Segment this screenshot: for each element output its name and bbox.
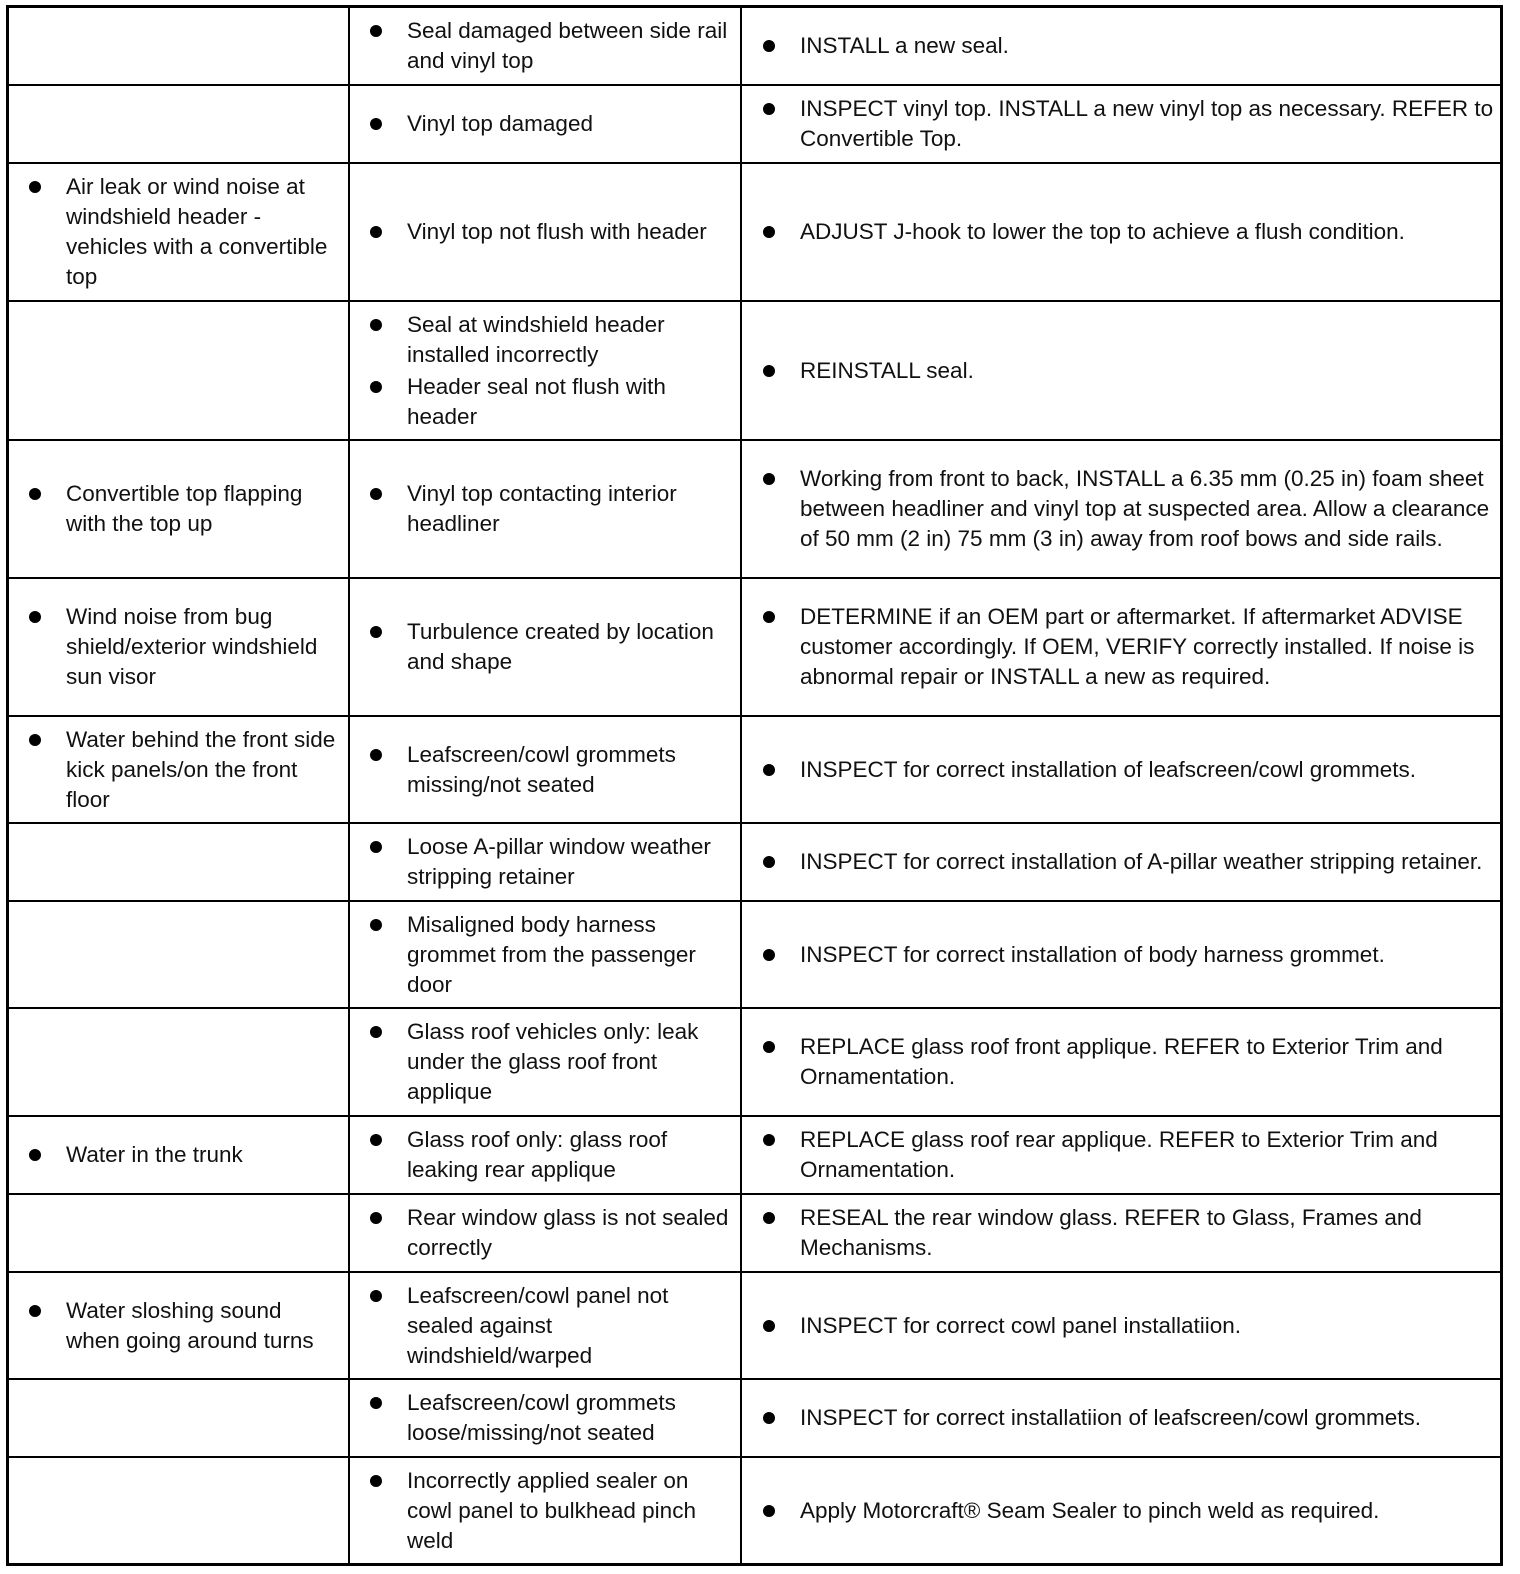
symptom-cell (9, 717, 350, 824)
action-text: INSPECT for correct installation of A-pillar weather stripping retainer. (800, 849, 1483, 874)
cause-text: Header seal not flush with header (407, 373, 666, 429)
cause-text: Turbulence created by location and shape (407, 619, 714, 674)
action-text: INSPECT for correct cowl panel installatiion. (800, 1312, 1242, 1338)
bullet-item (370, 1203, 730, 1263)
symptom-cell (9, 1009, 350, 1117)
symptom-text: Water sloshing sound when going around turns (66, 1297, 314, 1353)
cause-text: Vinyl top contacting interior headliner (407, 481, 677, 536)
symptom-cell (9, 441, 350, 579)
bullet-icon (763, 1212, 775, 1224)
action-cell (742, 1273, 1500, 1380)
bullet-icon (763, 40, 775, 52)
action-cell (742, 86, 1500, 164)
bullet-icon (763, 365, 775, 377)
bullet-icon (370, 1212, 382, 1224)
bullet-icon (370, 25, 382, 37)
cause-cell (350, 1380, 742, 1458)
bullet-icon (370, 1026, 382, 1038)
action-text: ADJUST J-hook to lower the top to achieve a flush condition. (800, 219, 1405, 244)
bullet-item (763, 31, 1496, 61)
cause-cell (350, 441, 742, 579)
cause-cell (350, 902, 742, 1009)
cause-text: Vinyl top damaged (407, 111, 593, 136)
action-cell (742, 164, 1500, 302)
bullet-icon (370, 919, 382, 931)
action-text: INSPECT for correct installation of leafscreen/cowl grommets. (800, 756, 1417, 782)
symptom-cell (9, 1380, 350, 1458)
bullet-item (763, 1496, 1496, 1526)
bullet-icon (370, 1397, 382, 1409)
bullet-icon (370, 1475, 382, 1487)
symptom-text: Wind noise from bug shield/exterior windshield sun visor (66, 604, 318, 689)
bullet-icon (763, 226, 775, 238)
cause-text: Leafscreen/cowl grommets missing/not seated (407, 741, 676, 797)
bullet-item (370, 16, 730, 76)
bullet-item (763, 847, 1496, 877)
cause-cell (350, 824, 742, 902)
bullet-icon (370, 626, 382, 638)
bullet-item (370, 1125, 730, 1185)
symptom-cell (9, 1117, 350, 1195)
bullet-icon (29, 1149, 41, 1161)
action-text: Working from front to back, INSTALL a 6.35 mm (0.25 in) foam sheet between headliner and vinyl top at suspected area. Allow a clearance of 50 mm (2 in) 75 mm (3 in) away from roof bows and side rails. (800, 466, 1490, 551)
action-cell (742, 824, 1500, 902)
symptom-cell (9, 1195, 350, 1273)
bullet-icon (763, 103, 775, 115)
bullet-item (763, 94, 1496, 154)
cause-cell (350, 1009, 742, 1117)
bullet-item (370, 740, 730, 800)
bullet-item (763, 940, 1496, 970)
bullet-item (370, 1281, 730, 1371)
bullet-icon (29, 181, 41, 193)
action-text: DETERMINE if an OEM part or aftermarket. If aftermarket ADVISE customer accordingly. If OEM, VERIFY correctly installed. If noise is abnormal repair or INSTALL a new as required. (800, 604, 1475, 689)
bullet-item (29, 479, 338, 539)
cause-text: Leafscreen/cowl panel not sealed against windshield/warped (407, 1282, 669, 1368)
symptom-cell (9, 579, 350, 717)
action-text: INSPECT for correct installation of body harness grommet. (800, 941, 1385, 967)
action-text: INSPECT vinyl top. INSTALL a new vinyl top as necessary. REFER to Convertible Top. (800, 96, 1494, 151)
bullet-icon (370, 488, 382, 500)
bullet-icon (370, 118, 382, 130)
cause-cell (350, 164, 742, 302)
action-cell (742, 902, 1500, 1009)
cause-cell (350, 302, 742, 441)
bullet-item (29, 602, 338, 692)
bullet-icon (370, 319, 382, 331)
action-text: Apply Motorcraft® Seam Sealer to pinch weld as required. (800, 1497, 1380, 1523)
cause-cell (350, 1117, 742, 1195)
symptom-cell (9, 8, 350, 86)
bullet-icon (763, 1134, 775, 1146)
bullet-item (763, 602, 1496, 692)
action-cell (742, 441, 1500, 579)
action-cell (742, 717, 1500, 824)
symptom-cell (9, 902, 350, 1009)
action-text: RESEAL the rear window glass. REFER to Glass, Frames and Mechanisms. (800, 1205, 1422, 1260)
action-cell (742, 302, 1500, 441)
cause-text: Glass roof vehicles only: leak under the glass roof front applique (407, 1019, 699, 1104)
bullet-item (370, 832, 730, 892)
bullet-item (763, 1032, 1496, 1092)
bullet-icon (370, 1290, 382, 1302)
bullet-item (763, 1125, 1496, 1185)
symptom-cell (9, 824, 350, 902)
bullet-icon (29, 1305, 41, 1317)
symptom-text: Convertible top flapping with the top up (66, 481, 303, 536)
bullet-item (370, 109, 730, 139)
bullet-icon (763, 1320, 775, 1332)
cause-text: Loose A-pillar window weather stripping retainer (407, 834, 711, 889)
bullet-item (29, 1296, 338, 1356)
bullet-item (370, 217, 730, 247)
cause-text: Seal damaged between side rail and vinyl top (407, 18, 728, 73)
cause-cell (350, 579, 742, 717)
cause-text: Misaligned body harness grommet from the passenger door (407, 911, 696, 997)
bullet-item (370, 1017, 730, 1107)
bullet-item (763, 1311, 1496, 1341)
symptom-cell (9, 302, 350, 441)
bullet-icon (763, 611, 775, 623)
bullet-icon (763, 1412, 775, 1424)
cause-text: Seal at windshield header installed incorrectly (407, 311, 665, 367)
bullet-icon (370, 1134, 382, 1146)
symptom-cell (9, 86, 350, 164)
cause-text: Incorrectly applied sealer on cowl panel to bulkhead pinch weld (407, 1467, 696, 1553)
bullet-icon (763, 856, 775, 868)
cause-cell (350, 1195, 742, 1273)
action-cell (742, 8, 1500, 86)
symptom-text: Water behind the front side kick panels/on the front floor (66, 726, 336, 812)
bullet-icon (29, 488, 41, 500)
bullet-item (763, 755, 1496, 785)
bullet-icon (763, 1041, 775, 1053)
bullet-item (370, 372, 730, 432)
cause-text: Vinyl top not flush with header (407, 219, 707, 244)
action-text: REPLACE glass roof front applique. REFER to Exterior Trim and Ornamentation. (800, 1034, 1443, 1089)
diagnosis-table (6, 5, 1503, 1566)
symptom-cell (9, 164, 350, 302)
action-text: REINSTALL seal. (800, 357, 974, 383)
cause-text: Rear window glass is not sealed correctly (407, 1205, 729, 1260)
bullet-item (763, 1203, 1496, 1263)
bullet-icon (763, 1505, 775, 1517)
cause-cell (350, 8, 742, 86)
bullet-item (370, 479, 730, 539)
bullet-item (763, 217, 1496, 247)
symptom-text: Water in the trunk (66, 1142, 243, 1167)
bullet-icon (763, 473, 775, 485)
action-cell (742, 1458, 1500, 1563)
action-cell (742, 1117, 1500, 1195)
bullet-icon (29, 734, 41, 746)
bullet-item (29, 1140, 338, 1170)
bullet-item (29, 725, 338, 815)
bullet-icon (370, 841, 382, 853)
bullet-icon (763, 764, 775, 776)
symptom-cell (9, 1273, 350, 1380)
cause-cell (350, 1458, 742, 1563)
bullet-item (763, 1403, 1496, 1433)
cause-cell (350, 86, 742, 164)
action-cell (742, 579, 1500, 717)
bullet-item (370, 310, 730, 370)
bullet-icon (29, 611, 41, 623)
bullet-item (370, 617, 730, 677)
cause-cell (350, 717, 742, 824)
bullet-item (763, 464, 1496, 554)
symptom-cell (9, 1458, 350, 1563)
cause-text: Glass roof only: glass roof leaking rear applique (407, 1127, 668, 1182)
bullet-icon (763, 949, 775, 961)
bullet-icon (370, 749, 382, 761)
action-cell (742, 1195, 1500, 1273)
symptom-text: Air leak or wind noise at windshield header - vehicles with a convertible top (66, 174, 328, 289)
bullet-item (370, 1388, 730, 1448)
bullet-item (29, 172, 338, 292)
bullet-icon (370, 381, 382, 393)
cause-cell (350, 1273, 742, 1380)
action-cell (742, 1380, 1500, 1458)
bullet-item (763, 356, 1496, 386)
action-text: REPLACE glass roof rear applique. REFER to Exterior Trim and Ornamentation. (800, 1127, 1438, 1182)
bullet-item (370, 1466, 730, 1556)
bullet-item (370, 910, 730, 1000)
action-cell (742, 1009, 1500, 1117)
cause-text: Leafscreen/cowl grommets loose/missing/not seated (407, 1390, 676, 1445)
action-text: INSTALL a new seal. (800, 33, 1009, 58)
bullet-icon (370, 226, 382, 238)
action-text: INSPECT for correct installatiion of leafscreen/cowl grommets. (800, 1405, 1422, 1430)
